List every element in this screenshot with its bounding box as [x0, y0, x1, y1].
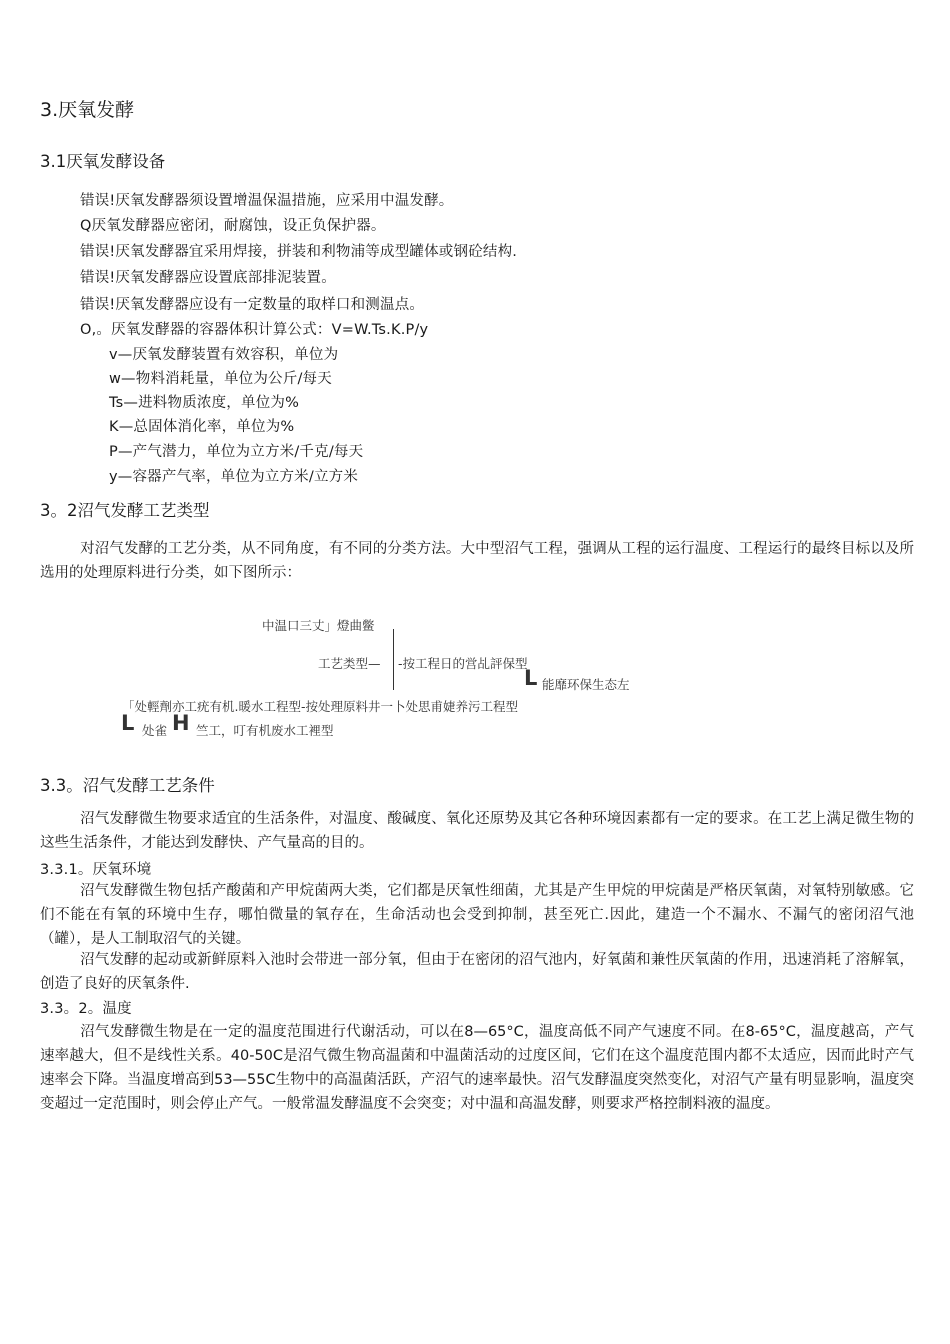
section-3-3-1-title: 3.3.1。厌氧环境	[40, 862, 152, 878]
diagram-bracket-glyph: H	[172, 711, 190, 735]
paragraph	[40, 537, 914, 585]
diagram-label: 能靡环保生态左	[542, 677, 630, 692]
paragraph	[40, 879, 914, 951]
list-item: 错误!厌氧发酵器应设有一定数量的取样口和测温点。	[80, 297, 425, 313]
diagram-label: 「处輕劑亦工疣有机.暖水工程型-按处理原料井一卜处思甫婕养污工程型	[122, 699, 518, 714]
diagram-label: 工艺类型—	[318, 656, 381, 671]
paragraph-text: 沼气发酵的起动或新鲜原料入池时会带进一部分氧，但由于在密闭的沼气池内，好氧菌和兼性厌氧菌的作用，迅速消耗了溶解氧，创造了良好的厌氧条件.	[40, 952, 914, 992]
list-item: 错误!厌氧发酵器宜采用焊接，拼装和利物浦等成型罐体或钢砼结构.	[80, 244, 518, 260]
list-item: 错误!厌氧发酵器应设置底部排泥装置。	[80, 270, 336, 286]
list-item: 错误!厌氧发酵器须设置增温保温措施，应采用中温发酵。	[80, 193, 454, 209]
section-3-3-title: 3.3。沼气发酵工艺条件	[40, 776, 215, 795]
diagram-label: 竺工，叮有机废水工裡型	[196, 723, 334, 738]
diagram-bracket-glyph: L	[121, 711, 135, 735]
diagram-label: 处雀	[142, 723, 168, 738]
section-3-2-title: 3。2沼气发酵工艺类型	[40, 501, 210, 520]
paragraph-text: 沼气发酵微生物是在一定的温度范围进行代谢活动，可以在8—65°C，温度高低不同产气速度不同。在8-65°C，温度越高，产气速率越大，但不是线性关系。40-50C是沼气微生物高温菌和中温菌活动的过度区间，它们在这个温度范围内都不太适应，因而此时产气速率会下降。当温度增高到53—55C生物中的高温菌活跃，产沼气的速率最快。沼气发酵温度突然变化，对沼气产量有明显影响，温度突变超过一定范围时，则会停止产气。一般常温发酵温度不会突变；对中温和高温发酵，则要求严格控制料液的温度。	[40, 1024, 914, 1112]
variable-def: Ts—进料物质浓度，单位为%	[109, 395, 300, 411]
paragraph	[40, 948, 914, 996]
paragraph-text: 沼气发酵微生物包括产酸菌和产甲烷菌两大类，它们都是厌氧性细菌，尤其是产生甲烷的甲烷菌是严格厌氧菌，对氧特别敏感。它们不能在有氧的环境中生存，哪怕微量的氧存在，生命活动也会受到抑制，甚至死亡.因此，建造一个不漏水、不漏气的密闭沼气池（罐），是人工制取沼气的关键。	[40, 883, 914, 947]
formula-line: O,。厌氧发酵器的容器体积计算公式：V=W.Ts.K.P/y	[80, 322, 429, 338]
paragraph-text: 沼气发酵微生物要求适宜的生活条件，对温度、酸碱度、氧化还原势及其它各种环境因素都有一定的要求。在工艺上满足微生物的这些生活条件，才能达到发酵快、产气量高的目的。	[40, 811, 914, 851]
page-title: 3.厌氧发酵	[40, 99, 135, 121]
variable-def: P—产气潜力，单位为立方米/千克/每天	[109, 444, 364, 460]
list-item: Q厌氧发酵器应密闭，耐腐蚀，设正负保护器。	[80, 218, 386, 234]
variable-def: K—总固体消化率，单位为%	[109, 419, 295, 435]
section-3-3-2-title: 3.3。2。温度	[40, 1001, 132, 1017]
paragraph	[40, 807, 914, 855]
variable-def: y—容器产气率，单位为立方米/立方米	[109, 469, 359, 485]
diagram-label: -按工程日的営乩評保型	[398, 656, 528, 671]
diagram-bracket-glyph: L	[524, 666, 538, 690]
variable-def: w—物料消耗量，单位为公斤/每天	[109, 371, 332, 387]
paragraph	[40, 1020, 914, 1116]
diagram-label: 中温口三丈」燈曲鳖	[262, 618, 375, 633]
variable-def: v—厌氧发酵装置有效容积，单位为	[109, 347, 339, 363]
diagram-bracket	[393, 629, 394, 690]
section-3-1-title: 3.1厌氧发酵设备	[40, 152, 166, 171]
paragraph-text: 对沼气发酵的工艺分类，从不同角度，有不同的分类方法。大中型沼气工程，强调从工程的运行温度、工程运行的最终目标以及所选用的处理原料进行分类，如下图所示：	[40, 541, 914, 581]
